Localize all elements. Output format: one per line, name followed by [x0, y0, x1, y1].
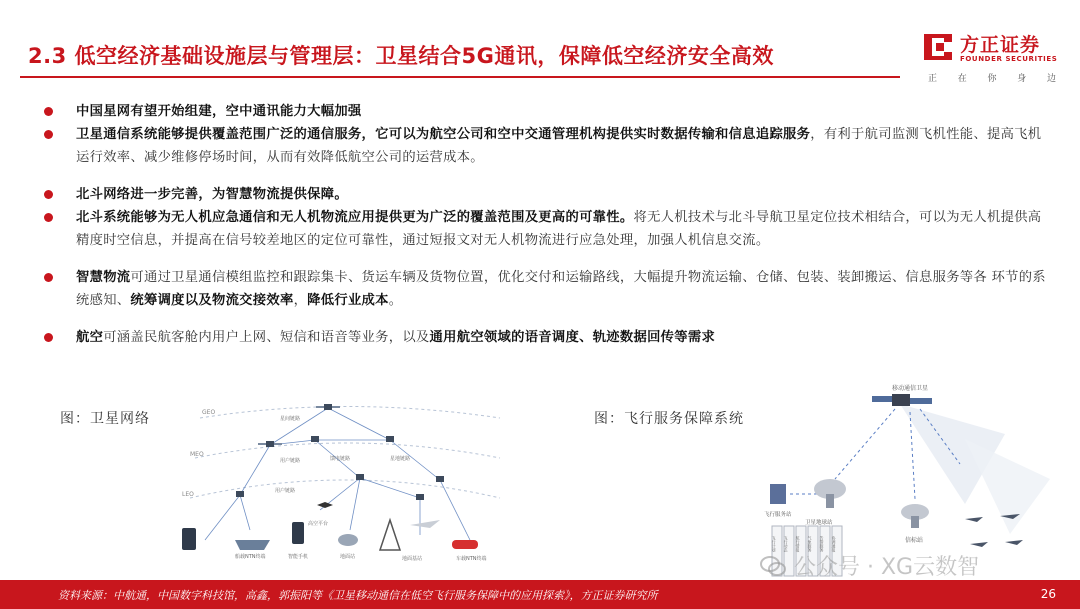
slogan-char: 正	[928, 74, 938, 84]
slogan-char: 边	[1046, 74, 1056, 84]
service-column-label: 协调通报	[831, 536, 837, 552]
service-column-label: 航行情报	[795, 536, 801, 552]
bullet-text: 可通过卫星通信模组监控和跟踪集卡、货运车辆及货物位置，优化交付和运输路线，大幅提升物流运输、仓储、包装、装卸搬运、信息服务等各 环节的系统感知、	[76, 270, 1046, 308]
satellite-network-diagram	[180, 400, 510, 575]
bullet-dot-icon	[44, 190, 53, 199]
service-column-label: 告警服务	[819, 536, 825, 552]
service-column-label: 飞行动态	[783, 536, 789, 552]
bullet-bold: 通用航空领域的语音调度、轨迹数据回传等需求	[429, 330, 716, 345]
bullet-dot-icon	[44, 273, 53, 282]
slogan-char: 你	[987, 74, 997, 84]
company-logo	[922, 28, 1062, 88]
bullet-text: 可涵盖民航客舱内用户上网、短信和语音等业务，以及	[103, 330, 430, 345]
server-icon	[770, 484, 786, 504]
bullet-bold: 降低行业成本	[307, 293, 389, 308]
figure-caption-satellite-network: 图：卫星网络	[60, 411, 150, 427]
bullet-item	[40, 206, 1050, 252]
bullet-bold: 智慧物流	[76, 270, 131, 285]
link-label: 星间链路	[280, 416, 301, 422]
flight-service-station-label: 飞行服务站	[764, 512, 792, 518]
satellite-label: 移动通信卫星	[892, 385, 929, 392]
bullet-bold: 北斗网络进一步完善，为智慧物流提供保障。	[76, 187, 348, 202]
bullet-text: 将无人机技术与北斗导航卫星定位技术相结合，可以为无人机提供高精度时空信息，并提高在信号较差地区的定位可靠性，通过短报文对无人机物流进行应急处理，加强人机信息交流。	[76, 210, 1042, 248]
bullet-item	[40, 123, 1050, 169]
bullet-dot-icon	[44, 213, 53, 222]
bullet-item	[40, 326, 1050, 349]
logo-name-en: FOUNDER SECURITIES	[960, 55, 1058, 63]
node-label: 地面站	[340, 554, 356, 560]
node-label: 智能手机	[288, 554, 309, 560]
footer-bar	[0, 580, 1080, 609]
smartphone-icon	[292, 522, 304, 544]
orbit-label: MEO	[190, 451, 204, 458]
base-station-tower-icon	[380, 520, 400, 550]
watermark	[760, 550, 979, 581]
bullet-item	[40, 183, 1050, 206]
bullet-item	[40, 266, 1050, 312]
logo-name-cn: 方正证券	[960, 34, 1041, 56]
link-label: 用户链路	[280, 458, 301, 464]
bullet-bold: 北斗系统能够为无人机应急通信和无人机物流应用提供更为广泛的覆盖范围及更高的可靠性。	[76, 210, 634, 225]
page-number: 26	[1040, 587, 1056, 601]
car-icon	[452, 540, 478, 549]
airplane-icon	[410, 520, 440, 528]
node-label: 地面基站	[402, 556, 423, 562]
figure-caption-flight-service: 图：飞行服务保障系统	[594, 411, 744, 427]
title-divider	[20, 76, 900, 78]
source-note: 资料来源：中航通，中国数字科技馆，高鑫，郭振阳等《卫星移动通信在低空飞行服务保障中的应用探索》，方正证券研究所	[58, 589, 658, 602]
link-label: 用户链路	[275, 488, 296, 494]
ground-station-dish-icon	[338, 534, 358, 546]
watermark-text: 公众号 · XG云数智	[794, 555, 980, 580]
bullet-list	[40, 100, 1050, 349]
page-title: 2.3 低空经济基础设施层与管理层：卫星结合5G通讯，保障低空经济安全高效	[28, 44, 774, 68]
bullet-bold: 中国星网有望开始组建，空中通讯能力大幅加强	[76, 104, 362, 119]
bullet-bold: 航空	[76, 330, 104, 345]
geo-orbit	[200, 407, 500, 419]
node-label: 船载NTN终端	[235, 554, 266, 560]
node-label: 高空平台	[308, 521, 329, 527]
bullet-bold: 统筹调度以及物流交接效率	[130, 293, 294, 308]
communication-satellite-icon	[872, 394, 932, 406]
earth-station-label: 卫星地球站	[805, 520, 833, 526]
link-label: 星地链路	[390, 456, 411, 462]
bullet-dot-icon	[44, 333, 53, 342]
node-label: 车载NTN终端	[456, 556, 487, 562]
bullet-text: ，	[293, 293, 308, 308]
bullet-dot-icon	[44, 107, 53, 116]
orbit-label: GEO	[202, 409, 216, 416]
ship-icon	[235, 540, 270, 550]
service-column-label: 飞行计划	[771, 536, 777, 552]
link-label: 馈电链路	[330, 456, 351, 462]
wechat-icon	[760, 555, 786, 577]
bullet-dot-icon	[44, 130, 53, 139]
slogan-char: 在	[957, 74, 967, 84]
logo-slogan	[928, 71, 1056, 84]
satellite-icon	[236, 404, 444, 500]
slogan-char: 身	[1017, 74, 1027, 84]
orbit-label: LEO	[182, 491, 194, 498]
bullet-item	[40, 100, 1050, 123]
beacon-station-label: 信标站	[905, 537, 924, 544]
founder-logo-icon	[922, 32, 954, 62]
service-column-label: 气象服务	[807, 536, 813, 552]
bullet-text: ，有利于航司监测飞机性能、提高飞机运行效率、减少维修停场时间，从而有效降低航空公司的运营成本。	[76, 127, 1042, 165]
bullet-bold: 卫星通信系统能够提供覆盖范围广泛的通信服务，它可以为航空公司和空中交通管理机构提供实时数据传输和信息追踪服务	[76, 127, 811, 142]
drone-icon	[317, 502, 333, 508]
handheld-terminal-icon	[182, 528, 196, 550]
bullet-text: 。	[388, 293, 403, 308]
